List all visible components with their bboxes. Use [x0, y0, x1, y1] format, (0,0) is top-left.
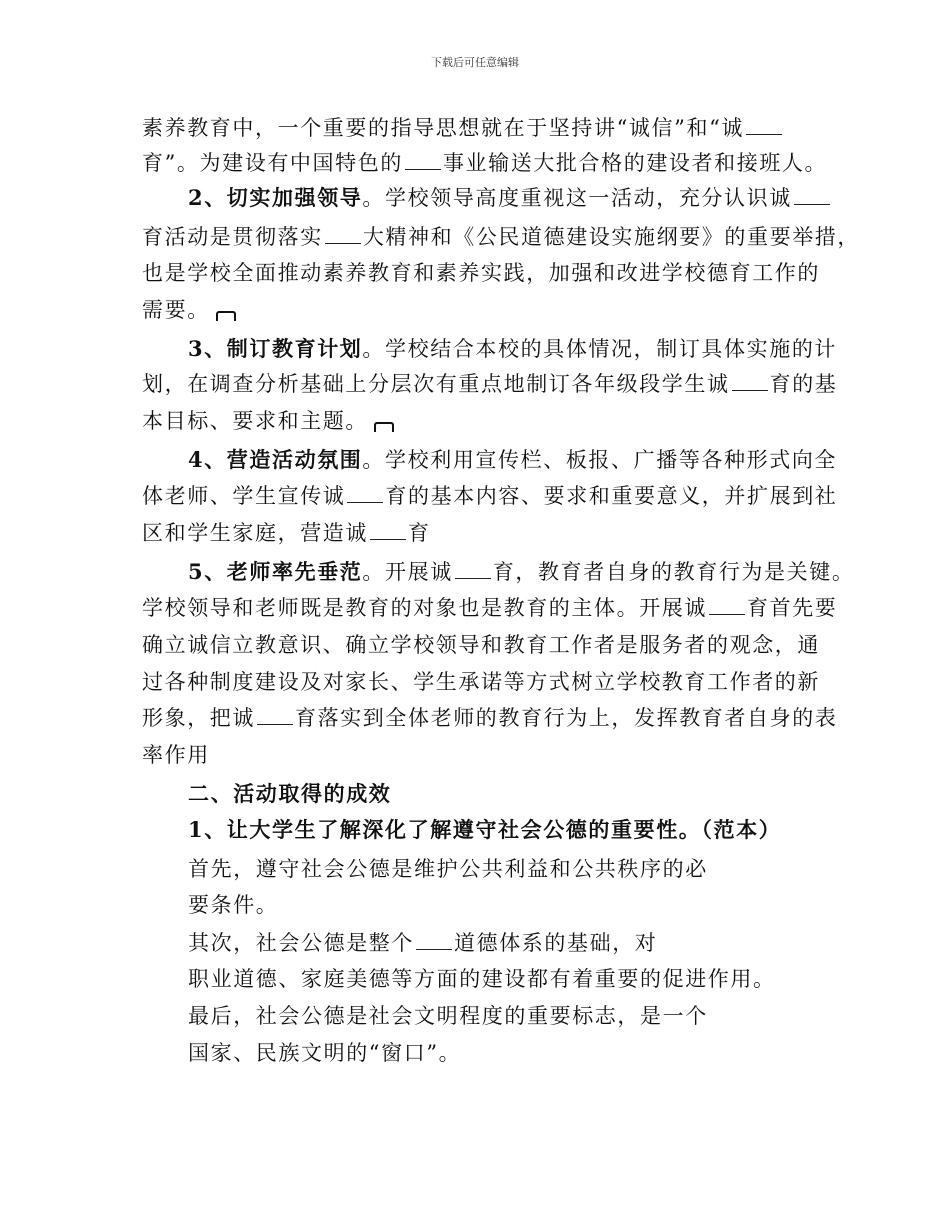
body-line — [142, 406, 394, 436]
line-text: 育落实到全体老师的教育行为上，发挥教育者自身的表 — [295, 706, 838, 730]
body-line — [188, 1001, 708, 1031]
section-heading-line — [188, 445, 837, 475]
line-text: 职业道德、家庭美德等方面的建设都有着重要的促进作用。 — [188, 967, 776, 991]
line-text: 。学校领导高度重视这一活动，充分认识诚 — [362, 186, 792, 210]
body-line — [188, 1038, 461, 1068]
line-text: 需要。 — [142, 298, 210, 322]
fill-blank — [325, 225, 361, 244]
section-heading: 3、制订教育计划 — [188, 336, 363, 361]
line-text: 育首先要 — [747, 596, 838, 620]
section-heading-line — [188, 557, 854, 587]
fill-blank — [347, 484, 383, 503]
section-heading-line — [188, 334, 837, 364]
line-text: 其次，社会公德是整个 — [188, 931, 414, 955]
fill-blank — [405, 151, 441, 170]
body-line — [142, 113, 784, 143]
line-text: 划，在调查分析基础上分层次有重点地制订各年级段学生诚 — [142, 372, 730, 396]
page-header: 下载后可任意编辑 — [431, 56, 519, 69]
body-line — [188, 928, 657, 958]
line-text: 首先，遵守社会公德是维护公共利益和公共秩序的必 — [188, 857, 708, 881]
body-line — [142, 148, 827, 178]
line-text: 也是学校全面推动素养教育和素养实践，加强和改进学校德育工作的 — [142, 261, 820, 285]
body-line — [188, 964, 776, 994]
fill-blank — [257, 706, 293, 725]
fill-blank — [709, 596, 745, 615]
section-heading: 1、让大学生了解深化了解遵守社会公德的重要性。（范本） — [188, 817, 782, 842]
fill-blank — [370, 521, 406, 540]
body-line — [142, 740, 210, 770]
body-line — [142, 295, 236, 325]
line-text: 育”。为建设有中国特色的 — [142, 151, 403, 175]
body-line — [142, 630, 820, 660]
section-heading-line — [188, 779, 391, 809]
edit-mark-icon — [216, 311, 236, 321]
body-line — [142, 258, 820, 288]
body-line — [188, 854, 708, 884]
edit-mark-icon — [374, 422, 394, 432]
line-text: 育，教育者自身的教育行为是关键。 — [492, 560, 855, 584]
line-text: 育 — [408, 521, 431, 545]
line-text: 本目标、要求和主题。 — [142, 409, 368, 433]
line-text: 形象，把诚 — [142, 706, 255, 730]
body-line — [142, 222, 860, 252]
section-heading: 二、活动取得的成效 — [188, 781, 392, 806]
line-text: 最后，社会公德是社会文明程度的重要标志，是一个 — [188, 1004, 708, 1028]
line-text: 大精神和《公民道德建设实施纲要》的重要举措， — [362, 225, 861, 249]
body-line — [142, 518, 431, 548]
section-heading-line — [188, 815, 781, 845]
body-line — [142, 481, 837, 511]
body-line — [142, 593, 837, 623]
line-text: 区和学生家庭，营造诚 — [142, 521, 368, 545]
fill-blank — [416, 931, 452, 950]
line-text: 育的基本内容、要求和重要意义，并扩展到社 — [385, 484, 838, 508]
line-text: 体老师、学生宣传诚 — [142, 484, 346, 508]
line-text: 素养教育中，一个重要的指导思想就在于坚持讲“诚信”和“诚 — [142, 116, 745, 140]
line-text: 国家、民族文明的“窗口”。 — [188, 1041, 462, 1065]
line-text: 道德体系的基础，对 — [454, 931, 658, 955]
line-text: 育活动是贯彻落实 — [142, 225, 323, 249]
body-line — [142, 667, 820, 697]
section-heading: 4、营造活动氛围 — [188, 447, 363, 472]
section-heading-line — [188, 183, 832, 213]
fill-blank — [746, 116, 782, 135]
fill-blank — [732, 372, 768, 391]
fill-blank — [455, 560, 491, 579]
line-text: 。学校利用宣传栏、板报、广播等各种形式向全 — [362, 448, 838, 472]
line-text: 要条件。 — [188, 893, 279, 917]
body-line — [142, 369, 837, 399]
line-text: 率作用 — [142, 743, 210, 767]
line-text: 事业输送大批合格的建设者和接班人。 — [442, 151, 828, 175]
body-line — [188, 890, 278, 920]
line-text: 育的基 — [769, 372, 838, 396]
line-text: 。开展诚 — [362, 560, 453, 584]
section-heading: 2、切实加强领导 — [188, 185, 363, 210]
section-heading: 5、老师率先垂范 — [188, 559, 363, 584]
line-text: 。学校结合本校的具体情况，制订具体实施的计 — [362, 337, 838, 361]
line-text: 过各种制度建设及对家长、学生承诺等方式树立学校教育工作者的新 — [142, 670, 820, 694]
body-line — [142, 703, 837, 733]
line-text: 学校领导和老师既是教育的对象也是教育的主体。开展诚 — [142, 596, 707, 620]
line-text: 确立诚信立教意识、确立学校领导和教育工作者是服务者的观念，通 — [142, 633, 820, 657]
fill-blank — [794, 186, 830, 205]
